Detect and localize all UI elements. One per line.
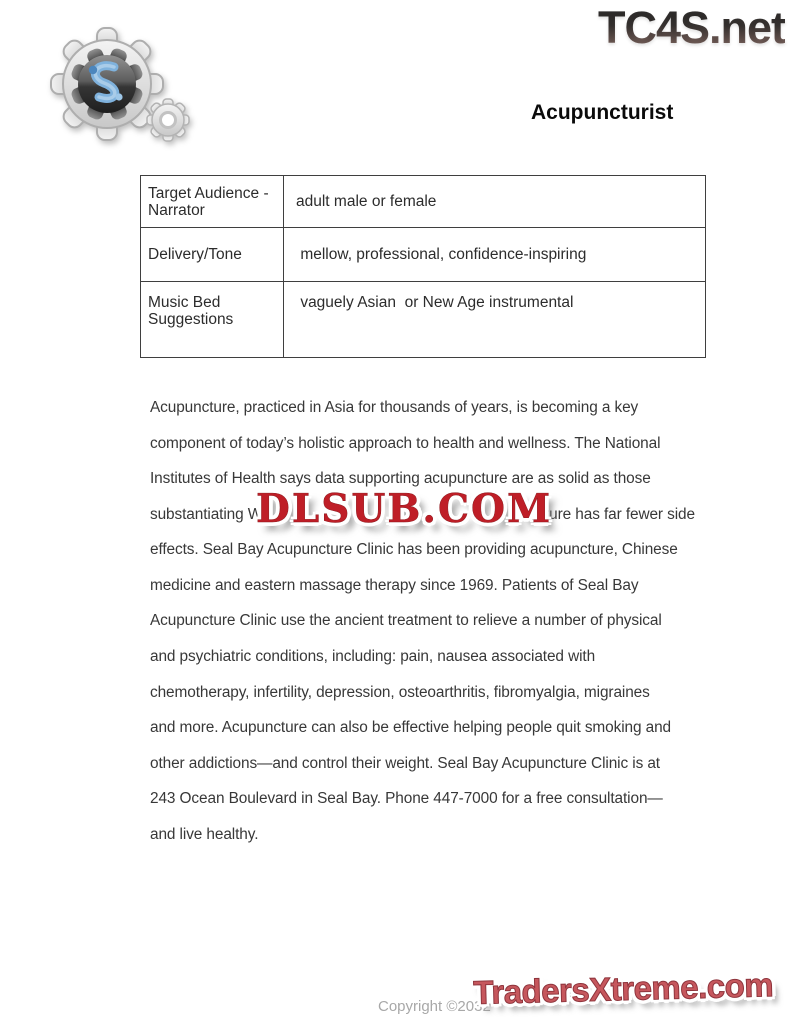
copy-line: Acupuncture Clinic use the ancient treatment to relieve a number of physical — [150, 612, 662, 630]
page-title: Acupuncturist — [531, 101, 674, 124]
row-value: vaguely Asian or New Age instrumental — [284, 282, 706, 358]
row-label: Target Audience -Narrator — [141, 176, 284, 228]
copy-line: 243 Ocean Boulevard in Seal Bay. Phone 447-7000 for a free consultation— — [150, 790, 663, 808]
spec-table — [140, 175, 706, 358]
table-row — [141, 228, 706, 282]
copy-fragment-left: substantiating W — [150, 505, 263, 523]
small-gear-icon — [147, 99, 189, 141]
row-label: Music Bed Suggestions — [141, 282, 284, 358]
gears-logo-icon — [22, 16, 192, 151]
copy-line: component of today’s holistic approach to health and wellness. The National — [150, 434, 661, 452]
copy-line: medicine and eastern massage therapy since 1969. Patients of Seal Bay — [150, 576, 639, 594]
row-label: Delivery/Tone — [141, 228, 284, 282]
table-row — [141, 282, 706, 358]
copy-line: effects. Seal Bay Acupuncture Clinic has been providing acupuncture, Chinese — [150, 541, 678, 559]
copy-line: and more. Acupuncture can also be effective helping people quit smoking and — [150, 719, 671, 737]
copy-line: Acupuncture, practiced in Asia for thousands of years, is becoming a key — [150, 399, 639, 416]
row-value: mellow, professional, confidence-inspiring — [284, 228, 706, 282]
copy-line: and live healthy. — [150, 825, 259, 843]
brand-wordmark: TC4S.net — [597, 2, 785, 53]
table-row — [141, 176, 706, 228]
script-copy — [150, 390, 706, 853]
copy-line: Institutes of Health says data supporting acupuncture are as solid as those — [150, 470, 651, 488]
copy-line: and psychiatric conditions, including: pain, nausea associated with — [150, 648, 596, 666]
copy-line: chemotherapy, infertility, depression, osteoarthritis, fibromyalgia, migraines — [150, 683, 650, 701]
large-gear-icon — [51, 28, 163, 140]
row-value: adult male or female — [284, 176, 706, 228]
copy-line: other addictions—and control their weight. Seal Bay Acupuncture Clinic is at — [150, 754, 660, 772]
copy-fragment-right: ture has far fewer side — [545, 505, 695, 523]
tradersxtreme-watermark: TradersXtreme.com — [473, 966, 774, 1012]
dlsub-watermark: DLSUB.COM — [256, 486, 553, 532]
copyright-text: Copyright ©2032 — [378, 998, 491, 1015]
